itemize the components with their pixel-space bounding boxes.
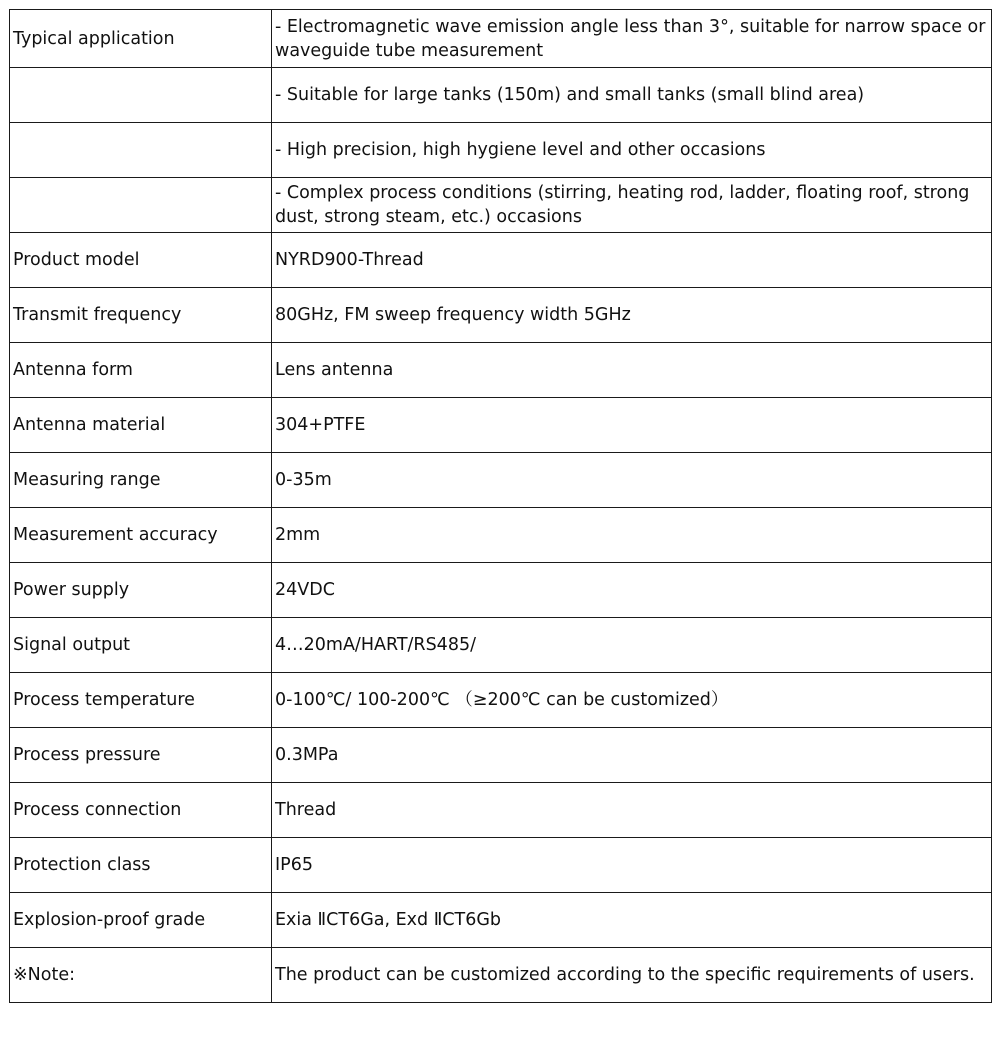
row-label: Typical application bbox=[10, 10, 272, 68]
table-row-protection-class bbox=[10, 838, 992, 893]
row-value: 0-100℃/ 100-200℃ （≥200℃ can be customized） bbox=[272, 673, 992, 728]
table-row-process-temperature bbox=[10, 673, 992, 728]
table-row-note bbox=[10, 948, 992, 1003]
row-label: Transmit frequency bbox=[10, 288, 272, 343]
row-label: Antenna form bbox=[10, 343, 272, 398]
row-label: Process temperature bbox=[10, 673, 272, 728]
row-label: Process connection bbox=[10, 783, 272, 838]
table-row-application-4 bbox=[10, 178, 992, 233]
row-label: Process pressure bbox=[10, 728, 272, 783]
row-value: - Electromagnetic wave emission angle less than 3°, suitable for narrow space or waveguide tube measurement bbox=[272, 10, 992, 68]
row-value: Thread bbox=[272, 783, 992, 838]
table-row-application-3 bbox=[10, 123, 992, 178]
table-row-typical-application bbox=[10, 10, 992, 68]
table-row-measuring-range bbox=[10, 453, 992, 508]
row-value: - High precision, high hygiene level and other occasions bbox=[272, 123, 992, 178]
table-row-signal-output bbox=[10, 618, 992, 673]
table-row-explosion-proof-grade bbox=[10, 893, 992, 948]
row-value: NYRD900-Thread bbox=[272, 233, 992, 288]
table-row-antenna-material bbox=[10, 398, 992, 453]
row-label: Power supply bbox=[10, 563, 272, 618]
row-label: Antenna material bbox=[10, 398, 272, 453]
row-label: ※Note: bbox=[10, 948, 272, 1003]
table-row-power-supply bbox=[10, 563, 992, 618]
row-label: Product model bbox=[10, 233, 272, 288]
table-row-product-model bbox=[10, 233, 992, 288]
row-value: 0-35m bbox=[272, 453, 992, 508]
row-label bbox=[10, 123, 272, 178]
row-value: - Complex process conditions (stirring, heating rod, ladder, floating roof, strong dust, strong steam, etc.) occasions bbox=[272, 178, 992, 233]
row-value: 304+PTFE bbox=[272, 398, 992, 453]
row-value: 4…20mA/HART/RS485/ bbox=[272, 618, 992, 673]
row-label: Measuring range bbox=[10, 453, 272, 508]
row-value: - Suitable for large tanks (150m) and small tanks (small blind area) bbox=[272, 68, 992, 123]
table-row-process-pressure bbox=[10, 728, 992, 783]
table-row-transmit-frequency bbox=[10, 288, 992, 343]
row-label bbox=[10, 178, 272, 233]
row-label: Protection class bbox=[10, 838, 272, 893]
row-value: 24VDC bbox=[272, 563, 992, 618]
row-label: Measurement accuracy bbox=[10, 508, 272, 563]
row-value: 2mm bbox=[272, 508, 992, 563]
table-row-antenna-form bbox=[10, 343, 992, 398]
row-value: Exia ⅡCT6Ga, Exd ⅡCT6Gb bbox=[272, 893, 992, 948]
spec-table bbox=[9, 9, 992, 1003]
row-value: The product can be customized according to the specific requirements of users. bbox=[272, 948, 992, 1003]
table-row-application-2 bbox=[10, 68, 992, 123]
row-value: 0.3MPa bbox=[272, 728, 992, 783]
row-value: Lens antenna bbox=[272, 343, 992, 398]
table-row-process-connection bbox=[10, 783, 992, 838]
row-label: Explosion-proof grade bbox=[10, 893, 272, 948]
row-value: 80GHz, FM sweep frequency width 5GHz bbox=[272, 288, 992, 343]
row-label bbox=[10, 68, 272, 123]
row-value: IP65 bbox=[272, 838, 992, 893]
row-label: Signal output bbox=[10, 618, 272, 673]
table-row-measurement-accuracy bbox=[10, 508, 992, 563]
